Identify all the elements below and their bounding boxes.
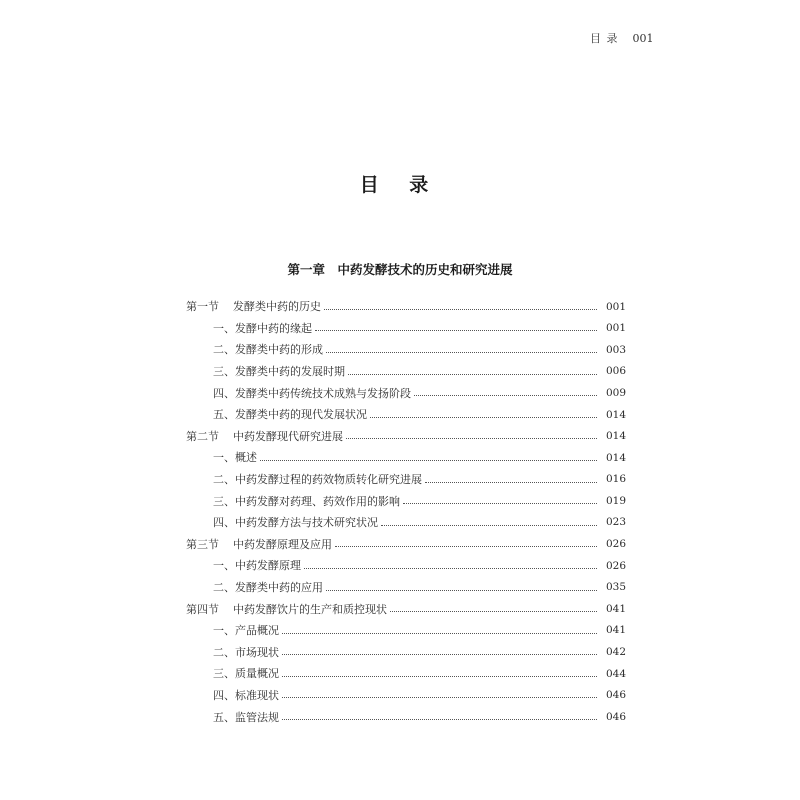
toc-entry-title: 三、质量概况: [213, 667, 279, 681]
toc-item-entry[interactable]: [186, 490, 626, 512]
toc-page-number: 042: [605, 646, 626, 659]
toc-entry-title: 二、发酵类中药的形成: [213, 343, 323, 357]
toc-entry-title: 发酵类中药的历史: [233, 300, 321, 314]
toc-entry-label: [213, 323, 312, 334]
toc-section-entry[interactable]: [186, 534, 626, 556]
toc-dot-leader: [370, 416, 597, 418]
running-head-page-number: 001: [632, 32, 654, 45]
toc-entry-label: [213, 625, 279, 636]
toc-section-number: 第一节: [186, 300, 219, 314]
toc-dot-leader: [304, 567, 597, 569]
toc-item-entry[interactable]: [186, 512, 626, 534]
toc-entry-label: [213, 409, 367, 420]
toc-section-number: 第四节: [186, 602, 219, 616]
toc-entry-title: 三、中药发酵对药理、药效作用的影响: [213, 494, 400, 508]
toc-section-entry[interactable]: [186, 598, 626, 620]
toc-entry-title: 五、监管法规: [213, 710, 279, 724]
toc-dot-leader: [260, 459, 597, 461]
toc-entry-title: 一、中药发酵原理: [213, 559, 301, 573]
toc-entry-title: 四、标准现状: [213, 688, 279, 702]
toc-item-entry[interactable]: [186, 642, 626, 664]
toc-item-entry[interactable]: [186, 447, 626, 469]
page-title: 目 录: [359, 174, 441, 196]
toc-page-number: 016: [605, 473, 626, 486]
toc-entry-label: [213, 344, 323, 355]
toc-entry-label: [213, 452, 257, 463]
toc-entry-title: 中药发酵现代研究进展: [233, 429, 343, 443]
toc-entry-title: 中药发酵原理及应用: [233, 537, 332, 551]
toc-item-entry[interactable]: [186, 404, 626, 426]
toc-section-number: 第二节: [186, 429, 219, 443]
toc-entry-title: 一、概述: [213, 451, 257, 465]
toc-dot-leader: [282, 653, 597, 655]
toc-dot-leader: [282, 696, 597, 698]
toc-item-entry[interactable]: [186, 339, 626, 361]
toc-page-number: 026: [605, 538, 626, 551]
toc-entry-label: [213, 388, 411, 399]
toc-page-number: 026: [605, 559, 626, 572]
toc-page-number: 035: [605, 581, 626, 594]
toc-dot-leader: [403, 502, 597, 504]
toc-page-number: 014: [605, 451, 626, 464]
toc-dot-leader: [414, 394, 597, 396]
toc-entry-label: [213, 474, 422, 485]
toc-entry-label: [213, 582, 323, 593]
toc-page-number: 003: [605, 343, 626, 356]
toc-section-number: 第三节: [186, 537, 219, 551]
toc-dot-leader: [390, 610, 597, 612]
table-of-contents: [186, 296, 626, 728]
toc-item-entry[interactable]: [186, 577, 626, 599]
toc-item-entry[interactable]: [186, 685, 626, 707]
toc-entry-label: [213, 647, 279, 658]
toc-item-entry[interactable]: [186, 555, 626, 577]
toc-item-entry[interactable]: [186, 620, 626, 642]
toc-dot-leader: [335, 545, 597, 547]
toc-dot-leader: [348, 373, 597, 375]
toc-dot-leader: [425, 481, 597, 483]
toc-item-entry[interactable]: [186, 469, 626, 491]
toc-entry-label: [186, 604, 387, 615]
toc-entry-title: 一、产品概况: [213, 624, 279, 638]
toc-page-number: 041: [605, 602, 626, 615]
toc-entry-label: [186, 539, 332, 550]
toc-entry-title: 四、中药发酵方法与技术研究状况: [213, 516, 378, 530]
toc-entry-title: 四、发酵类中药传统技术成熟与发扬阶段: [213, 386, 411, 400]
toc-entry-title: 中药发酵饮片的生产和质控现状: [233, 602, 387, 616]
chapter-title: 第一章 中药发酵技术的历史和研究进展: [287, 262, 513, 277]
toc-section-entry[interactable]: [186, 426, 626, 448]
running-head-label: 目 录: [590, 32, 619, 45]
toc-entry-title: 二、发酵类中药的应用: [213, 581, 323, 595]
toc-entry-label: [186, 301, 321, 312]
toc-page-number: 001: [605, 300, 626, 313]
toc-dot-leader: [381, 524, 597, 526]
toc-item-entry[interactable]: [186, 361, 626, 383]
toc-entry-label: [213, 496, 400, 507]
toc-entry-label: [213, 517, 378, 528]
toc-page-number: 046: [605, 710, 626, 723]
toc-dot-leader: [282, 718, 597, 720]
toc-entry-title: 二、市场现状: [213, 645, 279, 659]
toc-dot-leader: [346, 437, 597, 439]
toc-dot-leader: [324, 308, 597, 310]
running-head: [590, 30, 654, 46]
toc-dot-leader: [315, 329, 597, 331]
toc-entry-label: [213, 560, 301, 571]
toc-entry-label: [186, 431, 343, 442]
toc-entry-title: 一、发酵中药的缘起: [213, 321, 312, 335]
toc-page-number: 001: [605, 322, 626, 335]
toc-page-number: 014: [605, 430, 626, 443]
toc-dot-leader: [326, 589, 597, 591]
toc-entry-title: 三、发酵类中药的发展时期: [213, 365, 345, 379]
toc-page-number: 044: [605, 667, 626, 680]
toc-dot-leader: [326, 351, 597, 353]
toc-page-number: 019: [605, 494, 626, 507]
toc-entry-label: [213, 690, 279, 701]
toc-page-number: 014: [605, 408, 626, 421]
toc-dot-leader: [282, 632, 597, 634]
toc-entry-title: 五、发酵类中药的现代发展状况: [213, 408, 367, 422]
toc-item-entry[interactable]: [186, 706, 626, 728]
toc-entry-label: [213, 668, 279, 679]
toc-page-number: 046: [605, 689, 626, 702]
toc-entry-label: [213, 712, 279, 723]
toc-item-entry[interactable]: [186, 318, 626, 340]
toc-page-number: 023: [605, 516, 626, 529]
toc-page-number: 041: [605, 624, 626, 637]
toc-item-entry[interactable]: [186, 663, 626, 685]
toc-page-number: 009: [605, 386, 626, 399]
toc-section-entry[interactable]: [186, 296, 626, 318]
toc-entry-title: 二、中药发酵过程的药效物质转化研究进展: [213, 473, 422, 487]
toc-dot-leader: [282, 675, 597, 677]
toc-entry-label: [213, 366, 345, 377]
toc-item-entry[interactable]: [186, 382, 626, 404]
toc-page-number: 006: [605, 365, 626, 378]
